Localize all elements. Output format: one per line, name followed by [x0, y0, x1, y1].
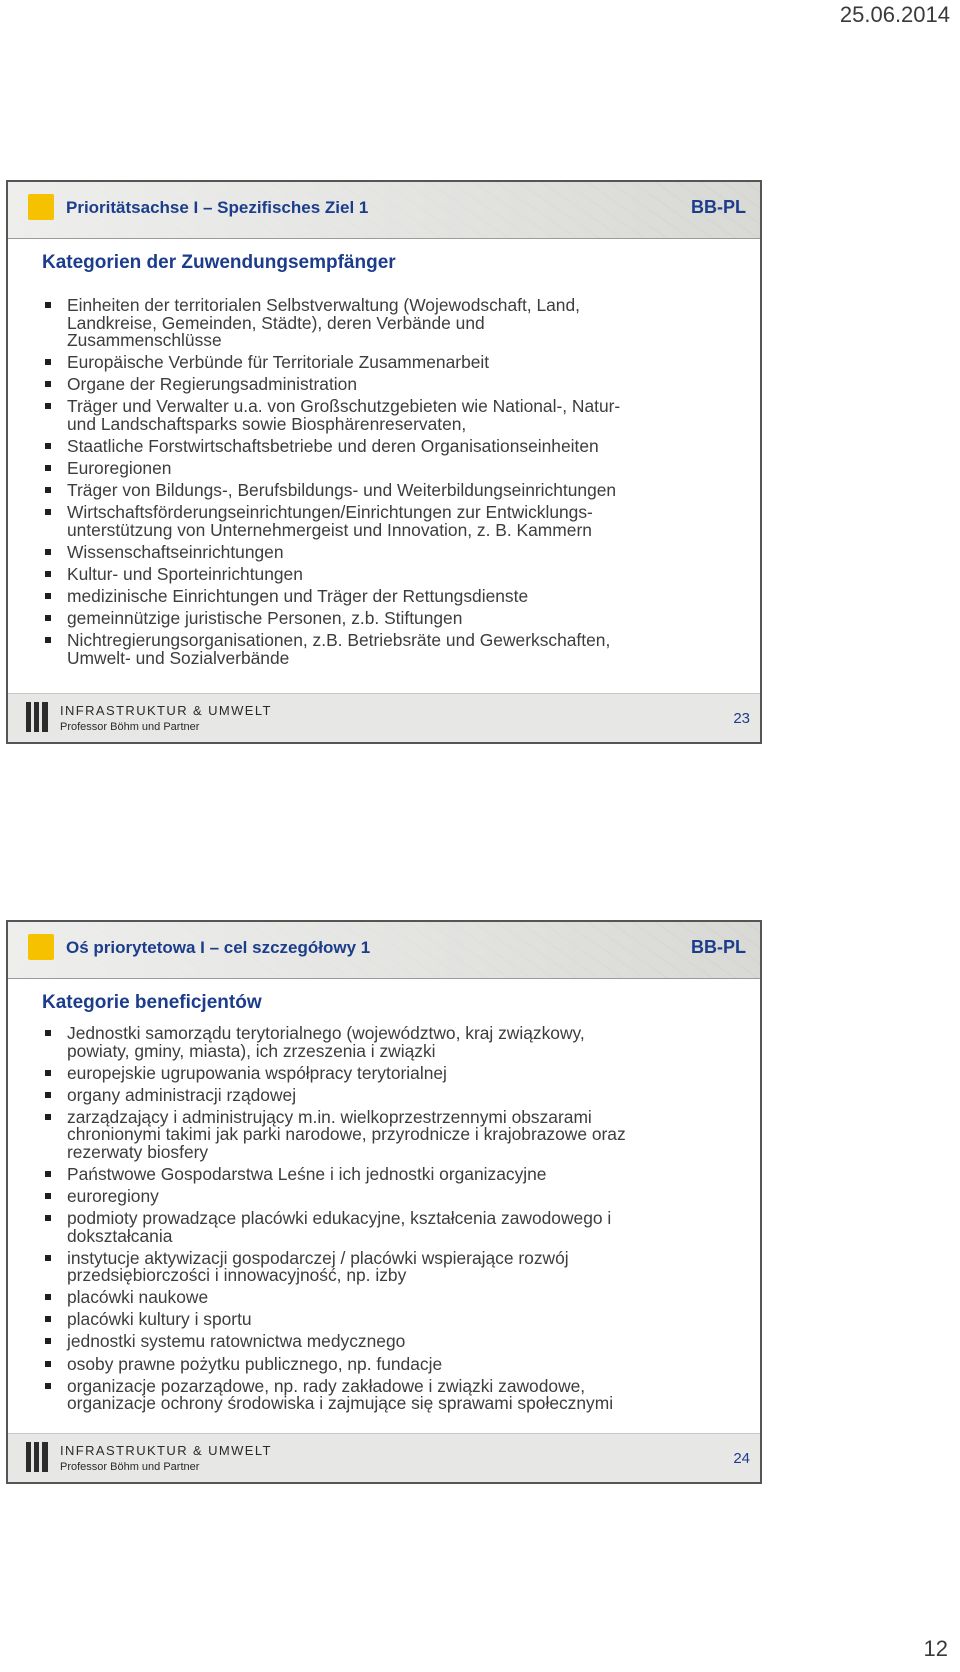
list-item-line: und Landschaftsparks sowie Biosphärenreservaten,: [67, 413, 467, 434]
list-item-line: rezerwaty biosfery: [67, 1141, 209, 1162]
list-item: [44, 1311, 750, 1329]
list-item: [44, 376, 750, 394]
slide-number: 24: [733, 1450, 750, 1467]
list-item: [44, 457, 750, 478]
company-subtitle: Professor Böhm und Partner: [60, 1461, 200, 1473]
list-item-line: Einheiten der territorialen Selbstverwaltung (Wojewodschaft, Land,: [67, 295, 580, 315]
list-item: [44, 563, 750, 584]
list-item-line: organizacje ochrony środowiska i zajmujące się sprawami społecznymi: [67, 1393, 614, 1414]
list-item-line: medizinische Einrichtungen und Träger der Rettungsdienste: [67, 585, 529, 606]
page-date: 25.06.2014: [839, 2, 950, 27]
list-item: [44, 354, 750, 372]
list-item: [44, 1353, 750, 1374]
list-item-line: europejskie ugrupowania współpracy terytorialnej: [67, 1062, 447, 1083]
list-item: [44, 1025, 750, 1060]
list-item: [44, 1106, 750, 1162]
list-item-line: jednostki systemu ratownictwa medycznego: [67, 1331, 406, 1352]
bullet-list: [44, 297, 750, 672]
bullet-list: [44, 1025, 750, 1417]
yellow-square-icon: [28, 194, 54, 220]
slide-footer: [8, 693, 760, 742]
slide-footer: [8, 1433, 760, 1482]
list-item-line: przedsiębiorczości i innowacyjność, np. izby: [67, 1265, 407, 1286]
list-item-line: Kultur- und Sporteinrichtungen: [67, 563, 303, 584]
company-logo-icon: [26, 702, 50, 732]
slide-header: [8, 182, 760, 239]
list-item-line: dokształcania: [67, 1225, 173, 1246]
list-item: [44, 1210, 750, 1245]
list-item-line: Nichtregierungsorganisationen, z.B. Betriebsräte und Gewerkschaften,: [67, 630, 611, 651]
list-item: [44, 1185, 750, 1206]
list-item: [44, 1084, 750, 1105]
list-item-line: Państwowe Gospodarstwa Leśne i ich jednostki organizacyjne: [67, 1163, 547, 1184]
list-item-line: Europäische Verbünde für Territoriale Zusammenarbeit: [67, 352, 490, 373]
company-subtitle: Professor Böhm und Partner: [60, 721, 200, 733]
list-item-line: osoby prawne pożytku publicznego, np. fundacje: [67, 1353, 443, 1374]
slide-24: [6, 920, 762, 1484]
list-item: [44, 632, 750, 667]
yellow-square-icon: [28, 934, 54, 960]
program-code: BB-PL: [691, 937, 746, 957]
list-item: [44, 541, 750, 562]
list-item: [44, 585, 750, 606]
list-item: [44, 398, 750, 433]
list-item: [44, 1289, 750, 1307]
slide-header: [8, 922, 760, 979]
list-item: [44, 1333, 750, 1351]
list-item-line: instytucje aktywizacji gospodarczej / placówki wspierające rozwój: [67, 1247, 569, 1268]
list-item-line: Zusammenschlüsse: [67, 330, 222, 350]
slide-title: Oś priorytetowa I – cel szczegółowy 1: [66, 938, 371, 957]
slide-number: 23: [733, 710, 750, 727]
program-code: BB-PL: [691, 197, 746, 217]
list-item: [44, 504, 750, 539]
list-item-line: Träger von Bildungs-, Berufsbildungs- und Weiterbildungseinrichtungen: [67, 480, 617, 501]
slide-subtitle: Kategorien der Zuwendungsempfänger: [42, 252, 396, 273]
list-item-line: placówki kultury i sportu: [67, 1309, 252, 1330]
list-item-line: Wirtschaftsförderungseinrichtungen/Einrichtungen zur Entwicklungs-: [67, 502, 593, 523]
list-item: [44, 1062, 750, 1083]
list-item-line: Euroregionen: [67, 457, 172, 478]
list-item: [44, 1375, 750, 1414]
company-name: INFRASTRUKTUR & UMWELT: [60, 703, 272, 718]
list-item-line: Träger und Verwalter u.a. von Großschutzgebieten wie National-, Natur-: [67, 396, 621, 417]
list-item-line: Organe der Regierungsadministration: [67, 374, 358, 395]
list-item-line: Wissenschaftseinrichtungen: [67, 541, 284, 562]
slide-title: Prioritätsachse I – Spezifisches Ziel 1: [66, 198, 369, 217]
list-item-line: placówki naukowe: [67, 1287, 209, 1308]
list-item-line: unterstützung von Unternehmergeist und Innovation, z. B. Kammern: [67, 519, 592, 540]
slide-23: [6, 180, 762, 744]
page-number: 12: [923, 1636, 948, 1661]
list-item-line: Staatliche Forstwirtschaftsbetriebe und deren Organisationseinheiten: [67, 435, 599, 456]
list-item-line: podmioty prowadzące placówki edukacyjne, kształcenia zawodowego i: [67, 1208, 612, 1229]
list-item: [44, 1247, 750, 1286]
list-item-line: chronionymi takimi jak parki narodowe, przyrodnicze i krajobrazowe oraz: [67, 1124, 626, 1145]
list-item-line: gemeinnützige juristische Personen, z.b. Stiftungen: [67, 608, 463, 629]
list-item-line: Umwelt- und Sozialverbände: [67, 647, 290, 668]
list-item-line: powiaty, gminy, miasta), ich zrzeszenia i związki: [67, 1040, 436, 1061]
list-item: [44, 435, 750, 456]
company-logo-icon: [26, 1442, 50, 1472]
list-item-line: Jednostki samorządu terytorialnego (województwo, kraj związkowy,: [67, 1023, 585, 1043]
list-item: [44, 482, 750, 500]
slide-subtitle: Kategorie beneficjentów: [42, 992, 262, 1013]
list-item: [44, 297, 750, 350]
list-item: [44, 1163, 750, 1184]
list-item-line: organizacje pozarządowe, np. rady zakładowe i związki zawodowe,: [67, 1375, 586, 1396]
list-item-line: zarządzający i administrujący m.in. wielkoprzestrzennymi obszarami: [67, 1106, 592, 1127]
list-item-line: euroregiony: [67, 1185, 159, 1206]
list-item-line: Landkreise, Gemeinden, Städte), deren Verbände und: [67, 312, 485, 333]
list-item: [44, 610, 750, 628]
company-name: INFRASTRUKTUR & UMWELT: [60, 1443, 272, 1458]
list-item-line: organy administracji rządowej: [67, 1084, 297, 1105]
